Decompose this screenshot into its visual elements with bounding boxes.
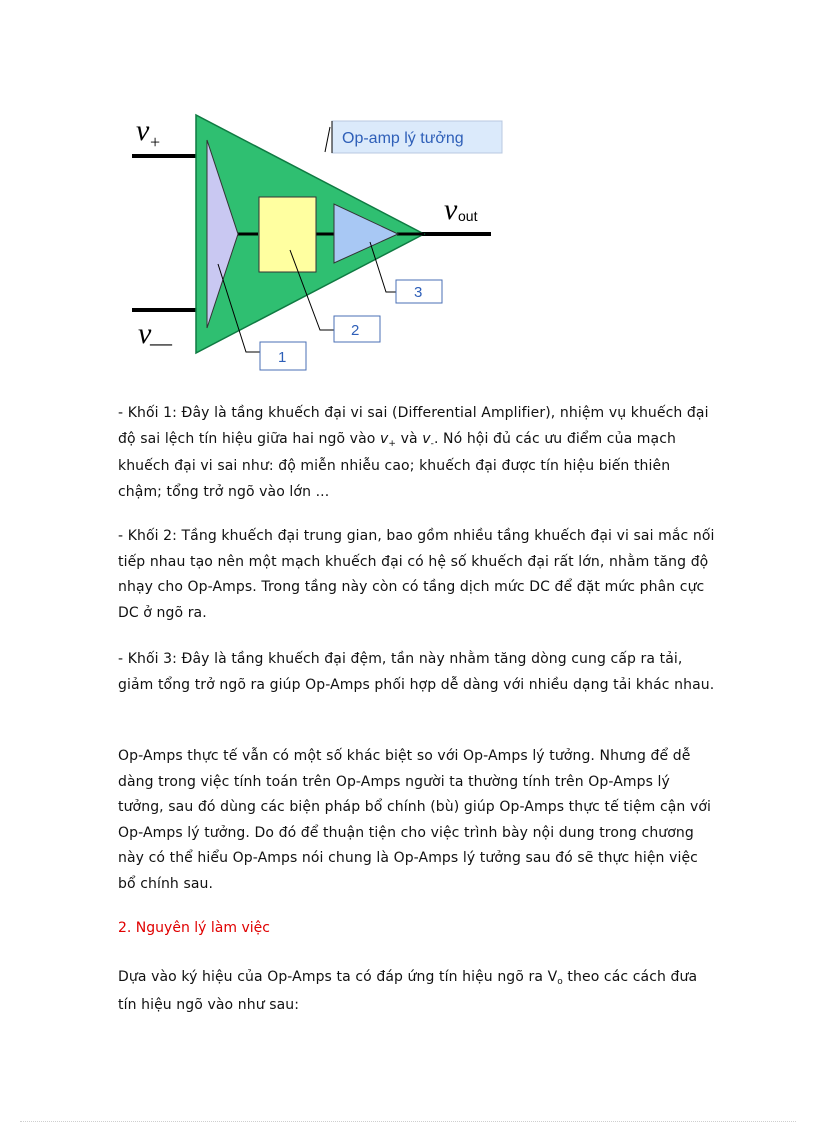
v-out-subscript: out (458, 208, 478, 224)
op-amp-diagram (120, 100, 520, 380)
and-word: và (396, 430, 423, 447)
v-out-label: v (444, 193, 458, 226)
v-plus-label: v (136, 114, 150, 147)
callout-leader-line (325, 127, 330, 152)
label-2-text: 2 (351, 322, 360, 339)
v-minus-subscript: — (150, 330, 172, 355)
paragraph-block-1 (118, 401, 718, 505)
block-2-intermediate-stage (259, 197, 316, 272)
v-minus-label: v (138, 317, 152, 350)
v-minus-inline: v (422, 430, 431, 447)
page-bottom-divider (20, 1121, 796, 1122)
ideal-op-amp-label: Op-amp lý tưởng (342, 130, 464, 147)
paragraph-real-vs-ideal: Op-Amps thực tế vẫn có một số khác biệt so với Op-Amps lý tưởng. Nhưng để dễ dàng trong việc tính toán trên Op-Amps người ta thường tính trên Op-Amps lý tưởng, sau đó dùng các biện pháp bổ chính (bù) giúp Op-Amps thực tế tiệm cận với Op-Amps lý tưởng. Do đó để thuận tiện cho việc trình bày nội dung trong chương này có thể hiểu Op-Amps nói chung là Op-Amps lý tưởng sau đó sẽ thực hiện việc bổ chính sau. (118, 748, 711, 892)
v-plus-inline-sub: + (388, 438, 397, 449)
v-minus-inline-sub: - (430, 438, 434, 449)
v-plus-subscript: + (150, 132, 161, 152)
paragraph-operating-principle-b: theo các cách đưa tín hiệu ngõ vào như sau: (118, 969, 698, 1013)
label-3-text: 3 (414, 284, 423, 301)
v-plus-inline: v (379, 430, 389, 447)
section-heading: 2. Nguyên lý làm việc (118, 920, 270, 936)
paragraph-block-1-text-a: - Khối 1: Đây là tầng khuếch đại vi sai (Differential Amplifier), nhiệm vụ khuếch đại độ sai lệch tín hiệu giữa hai ngõ vào (118, 405, 709, 447)
paragraph-block-1-text-b: . Nó hội đủ các ưu điểm của mạch khuếch đại vi sai như: độ miễn nhiễu cao; khuếch đại được tín hiệu biến thiên chậm; tổng trở ngõ vào lớn ... (118, 430, 676, 500)
paragraph-block-2: - Khối 2: Tầng khuếch đại trung gian, bao gồm nhiều tầng khuếch đại vi sai mắc nối tiếp nhau tạo nên một mạch khuếch đại có hệ số khuếch đại rất lớn, nhằm tăng độ nhạy cho Op-Amps. Trong tầng này còn có tầng dịch mức DC để đặt mức phân cực DC ở ngõ ra. (118, 528, 715, 621)
vo-subscript: o (557, 977, 563, 987)
paragraph-block-3: - Khối 3: Đây là tầng khuếch đại đệm, tần này nhằm tăng dòng cung cấp ra tải, giảm tổng trở ngõ ra giúp Op-Amps phối hợp dễ dàng với nhiều dạng tải khác nhau. (118, 651, 715, 693)
paragraph-operating-principle-a: Dựa vào ký hiệu của Op-Amps ta có đáp ứng tín hiệu ngõ ra V (118, 969, 558, 985)
paragraph-operating-principle (118, 965, 718, 1018)
label-1-text: 1 (278, 349, 287, 366)
